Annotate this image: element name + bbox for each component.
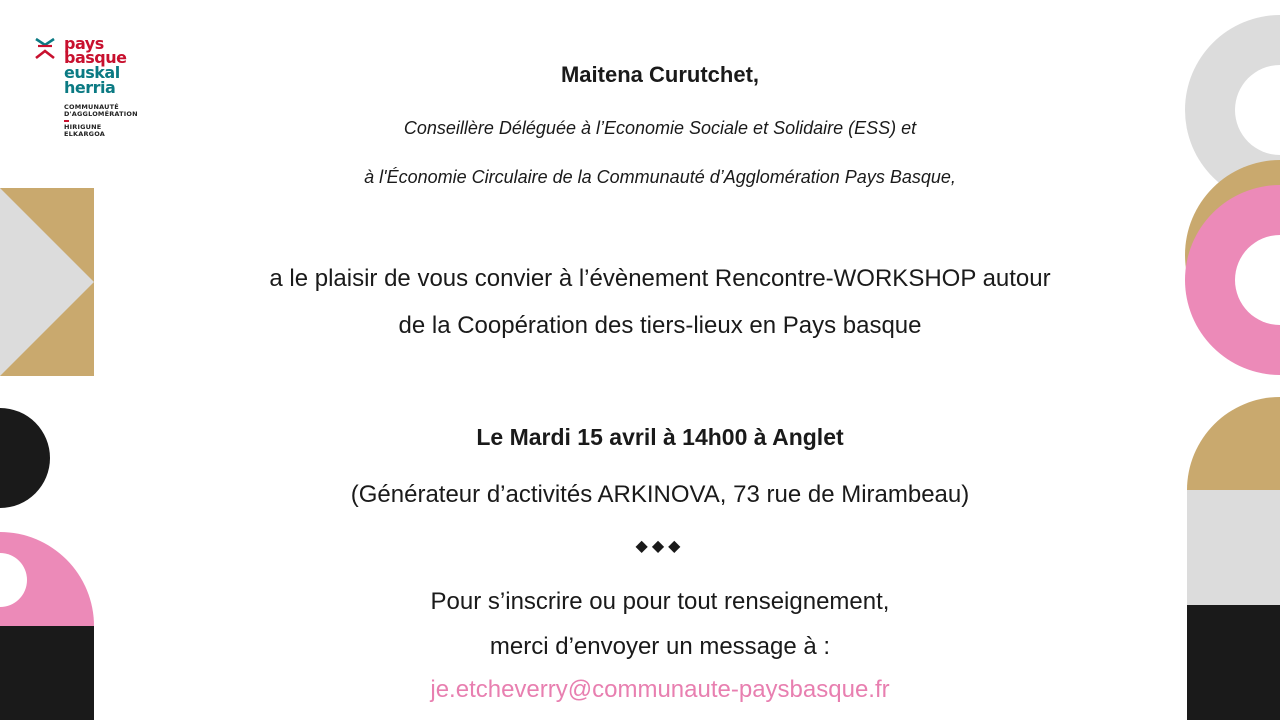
logo-sub-hirigune: HIRIGUNE [64,123,102,131]
logo-dash [64,120,69,122]
right-black-block [1187,605,1280,720]
logo-word-euskal: euskal [64,63,120,82]
host-name: Maitena Curutchet, [560,62,760,87]
host-role-line1: Conseillère Déléguée à l’Economie Sociale et Solidaire (ESS) et [403,118,917,138]
logo-sub-elkargoa: ELKARGOA [64,130,105,138]
logo-word-basque: basque [64,48,127,67]
logo-word-herria: herria [64,78,116,97]
invitation-line1: a le plaisir de vous convier à l’évènement Rencontre-WORKSHOP autour [269,265,1051,292]
host-role-line2: à l'Économie Circulaire de la Communauté d’Agglomération Pays Basque, [364,167,956,187]
left-black-half-circle [0,408,50,508]
logo-sub-communaute: COMMUNAUTÉ [64,103,119,111]
logo-chevron-icon [34,36,56,66]
contact-email-link[interactable]: je.etcheverry@communaute-paysbasque.fr [430,676,890,703]
invitation-line2: de la Coopération des tiers-lieux en Pays basque [398,312,922,339]
logo-sub-agglomeration: D'AGGLOMÉRATION [64,110,138,118]
event-location: (Générateur d’activités ARKINOVA, 73 rue de Mirambeau) [350,481,970,508]
registration-line1: Pour s’inscrire ou pour tout renseignement, [430,588,890,615]
diamond-separator: ◆◆◆ [635,538,685,555]
right-gold-quarter [1187,397,1280,490]
left-black-block [0,626,94,720]
event-date: Le Mardi 15 avril à 14h00 à Anglet [476,424,844,450]
registration-line2: merci d’envoyer un message à : [489,633,831,660]
right-grey-block [1187,490,1280,605]
logo-word-pays: pays [64,34,104,53]
